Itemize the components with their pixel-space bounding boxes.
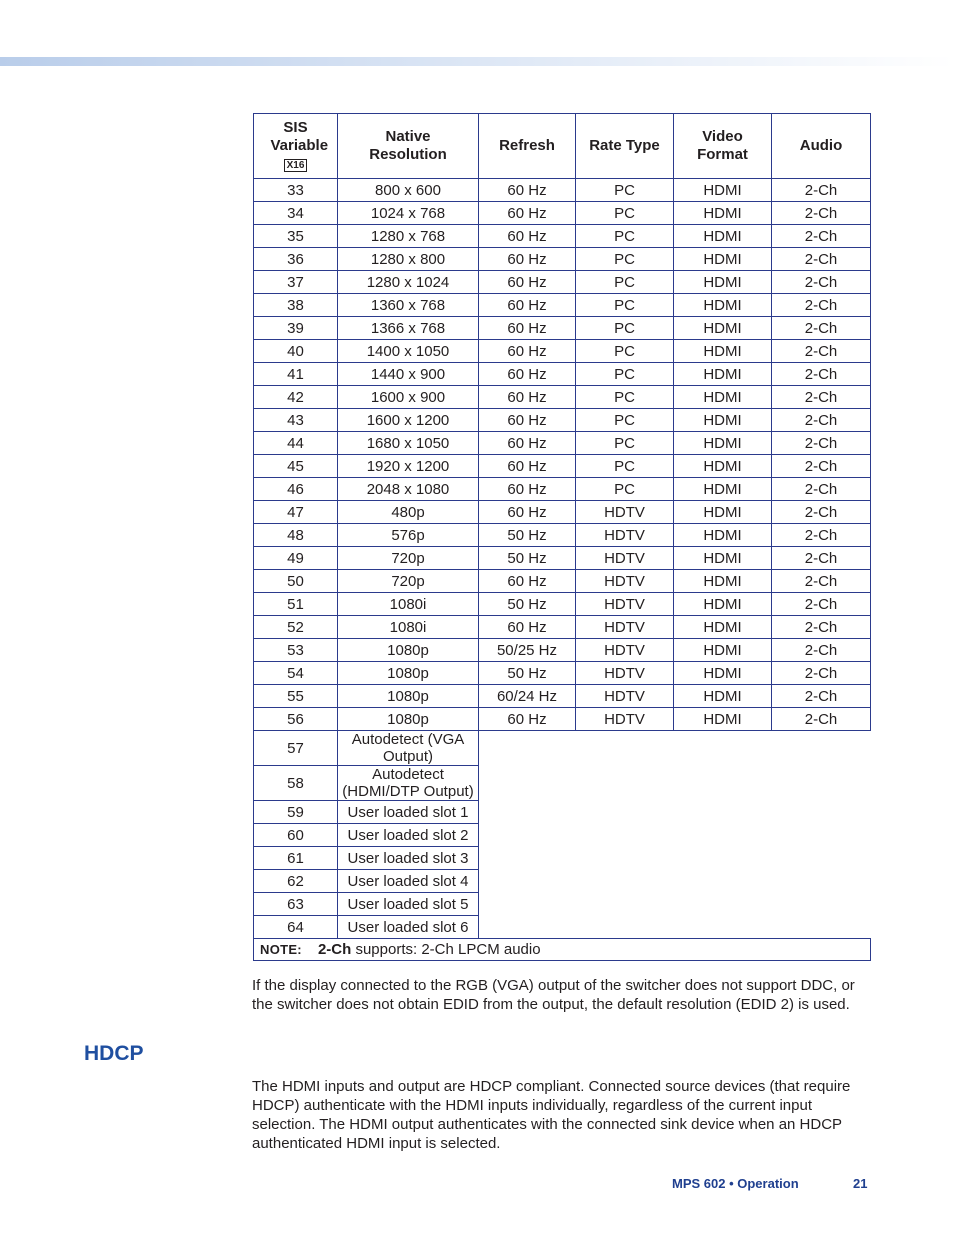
audio-cell: 2-Ch: [772, 409, 871, 432]
native-resolution-cell: 800 x 600: [338, 179, 479, 202]
rate-type-cell: PC: [576, 317, 674, 340]
sis-variable-cell: 49: [254, 547, 338, 570]
table-row: [254, 570, 871, 593]
video-format-cell: HDMI: [674, 248, 772, 271]
refresh-cell: 60 Hz: [479, 363, 576, 386]
rate-type-cell: PC: [576, 363, 674, 386]
video-format-cell: HDMI: [674, 363, 772, 386]
table-header-row: [254, 114, 871, 179]
sis-variable-cell: 61: [254, 847, 338, 870]
section-heading-hdcp: HDCP: [84, 1042, 144, 1065]
video-format-cell: HDMI: [674, 547, 772, 570]
sis-variable-cell: 48: [254, 524, 338, 547]
footer-doc-title: MPS 602 • Operation: [672, 1176, 799, 1191]
video-format-cell: HDMI: [674, 616, 772, 639]
col-header-refresh: Refresh: [479, 114, 576, 179]
col-header-label: Native Resolution: [369, 128, 447, 163]
video-format-cell: HDMI: [674, 179, 772, 202]
table-row: [254, 340, 871, 363]
note-bold-term: 2-Ch: [317, 941, 352, 958]
table-row: [254, 432, 871, 455]
native-resolution-cell: 1680 x 1050: [338, 432, 479, 455]
refresh-cell: 60 Hz: [479, 386, 576, 409]
rate-type-cell: PC: [576, 294, 674, 317]
audio-cell: 2-Ch: [772, 685, 871, 708]
refresh-cell: 60/24 Hz: [479, 685, 576, 708]
refresh-cell: 50 Hz: [479, 524, 576, 547]
native-resolution-cell: 1080p: [338, 708, 479, 731]
rate-type-cell: HDTV: [576, 616, 674, 639]
sis-variable-cell: 58: [254, 766, 338, 801]
video-format-cell: HDMI: [674, 409, 772, 432]
native-resolution-cell: 1366 x 768: [338, 317, 479, 340]
native-resolution-cell: 1600 x 900: [338, 386, 479, 409]
video-format-cell: HDMI: [674, 478, 772, 501]
audio-cell: 2-Ch: [772, 271, 871, 294]
refresh-cell: 60 Hz: [479, 271, 576, 294]
sis-variable-cell: 62: [254, 870, 338, 893]
sis-variable-cell: 64: [254, 916, 338, 939]
rate-type-cell: PC: [576, 478, 674, 501]
table-row: [254, 294, 871, 317]
native-resolution-cell: 1080i: [338, 616, 479, 639]
native-resolution-cell: 720p: [338, 570, 479, 593]
note-label: NOTE:: [260, 942, 302, 957]
audio-cell: 2-Ch: [772, 340, 871, 363]
sis-variable-cell: 44: [254, 432, 338, 455]
rate-type-cell: HDTV: [576, 593, 674, 616]
refresh-cell: 50 Hz: [479, 547, 576, 570]
table-row: [254, 455, 871, 478]
sis-variable-cell: 38: [254, 294, 338, 317]
sis-variable-cell: 51: [254, 593, 338, 616]
table-row: [254, 639, 871, 662]
table-row: [254, 363, 871, 386]
video-format-cell: HDMI: [674, 685, 772, 708]
sis-variable-cell: 43: [254, 409, 338, 432]
rate-type-cell: HDTV: [576, 570, 674, 593]
native-resolution-cell: 1080p: [338, 662, 479, 685]
native-resolution-cell: 2048 x 1080: [338, 478, 479, 501]
col-header-video-format: [674, 114, 772, 179]
video-format-cell: HDMI: [674, 271, 772, 294]
native-resolution-cell: 1080p: [338, 639, 479, 662]
x16-badge: X16: [284, 159, 308, 172]
video-format-cell: HDMI: [674, 202, 772, 225]
rate-type-cell: PC: [576, 455, 674, 478]
sis-variable-cell: 42: [254, 386, 338, 409]
audio-cell: 2-Ch: [772, 593, 871, 616]
table-row: [254, 547, 871, 570]
sis-variable-cell: 41: [254, 363, 338, 386]
sis-variable-cell: 60: [254, 824, 338, 847]
video-format-cell: HDMI: [674, 662, 772, 685]
sis-variable-cell: 47: [254, 501, 338, 524]
rate-type-cell: PC: [576, 248, 674, 271]
sis-variable-cell: 35: [254, 225, 338, 248]
video-format-cell: HDMI: [674, 294, 772, 317]
rate-type-cell: HDTV: [576, 708, 674, 731]
sis-variable-cell: 34: [254, 202, 338, 225]
native-resolution-cell: Autodetect (HDMI/DTP Output): [338, 766, 479, 801]
rate-type-cell: HDTV: [576, 662, 674, 685]
audio-cell: 2-Ch: [772, 202, 871, 225]
rate-type-cell: HDTV: [576, 639, 674, 662]
native-resolution-cell: 1080i: [338, 593, 479, 616]
rate-type-cell: PC: [576, 432, 674, 455]
audio-cell: 2-Ch: [772, 179, 871, 202]
video-format-cell: HDMI: [674, 524, 772, 547]
sis-variable-cell: 54: [254, 662, 338, 685]
sis-variable-cell: 53: [254, 639, 338, 662]
rate-type-cell: HDTV: [576, 547, 674, 570]
sis-variable-cell: 63: [254, 893, 338, 916]
rate-type-cell: HDTV: [576, 685, 674, 708]
audio-cell: 2-Ch: [772, 317, 871, 340]
note-row: [254, 939, 871, 961]
audio-cell: 2-Ch: [772, 363, 871, 386]
refresh-cell: 60 Hz: [479, 202, 576, 225]
video-format-cell: HDMI: [674, 639, 772, 662]
col-header-rate-type: Rate Type: [576, 114, 674, 179]
native-resolution-cell: 480p: [338, 501, 479, 524]
audio-cell: 2-Ch: [772, 524, 871, 547]
native-resolution-cell: 1920 x 1200: [338, 455, 479, 478]
sis-variable-cell: 52: [254, 616, 338, 639]
refresh-cell: 60 Hz: [479, 432, 576, 455]
native-resolution-cell: 1280 x 1024: [338, 271, 479, 294]
rate-type-cell: HDTV: [576, 501, 674, 524]
native-resolution-cell: 720p: [338, 547, 479, 570]
native-resolution-cell: 1440 x 900: [338, 363, 479, 386]
rate-type-cell: HDTV: [576, 524, 674, 547]
refresh-cell: 60 Hz: [479, 294, 576, 317]
table-row: [254, 386, 871, 409]
native-resolution-cell: User loaded slot 4: [338, 870, 479, 893]
table-row: [254, 662, 871, 685]
sis-variable-cell: 57: [254, 731, 338, 766]
table-row: [254, 248, 871, 271]
table-row: [254, 616, 871, 639]
rate-type-cell: PC: [576, 386, 674, 409]
refresh-cell: 60 Hz: [479, 478, 576, 501]
refresh-cell: 60 Hz: [479, 317, 576, 340]
table-row: [254, 685, 871, 708]
table-row: [254, 179, 871, 202]
rate-type-cell: PC: [576, 179, 674, 202]
native-resolution-cell: User loaded slot 2: [338, 824, 479, 847]
audio-cell: 2-Ch: [772, 501, 871, 524]
table-row: [254, 202, 871, 225]
table-row: [254, 271, 871, 294]
refresh-cell: 60 Hz: [479, 616, 576, 639]
video-format-cell: HDMI: [674, 225, 772, 248]
audio-cell: 2-Ch: [772, 386, 871, 409]
native-resolution-cell: Autodetect (VGA Output): [338, 731, 479, 766]
rate-type-cell: PC: [576, 225, 674, 248]
refresh-cell: 60 Hz: [479, 501, 576, 524]
refresh-cell: 60 Hz: [479, 708, 576, 731]
audio-cell: 2-Ch: [772, 248, 871, 271]
native-resolution-cell: 1024 x 768: [338, 202, 479, 225]
sis-variable-cell: 56: [254, 708, 338, 731]
note-cell: [254, 939, 871, 961]
table-row: [254, 478, 871, 501]
native-resolution-cell: 1600 x 1200: [338, 409, 479, 432]
refresh-cell: 60 Hz: [479, 409, 576, 432]
sis-variable-cell: 36: [254, 248, 338, 271]
native-resolution-cell: 1080p: [338, 685, 479, 708]
refresh-cell: 60 Hz: [479, 455, 576, 478]
table-row: [254, 409, 871, 432]
rate-type-cell: PC: [576, 409, 674, 432]
note-text: supports: 2-Ch LPCM audio: [351, 941, 541, 958]
video-format-cell: HDMI: [674, 708, 772, 731]
sis-variable-cell: 50: [254, 570, 338, 593]
header-accent-bar: [0, 57, 954, 66]
empty-region: [479, 731, 871, 939]
col-header-label: SIS Variable: [270, 119, 329, 154]
refresh-cell: 60 Hz: [479, 179, 576, 202]
video-format-cell: HDMI: [674, 386, 772, 409]
col-header-audio: Audio: [772, 114, 871, 179]
video-format-cell: HDMI: [674, 432, 772, 455]
sis-variable-cell: 55: [254, 685, 338, 708]
audio-cell: 2-Ch: [772, 708, 871, 731]
refresh-cell: 60 Hz: [479, 248, 576, 271]
native-resolution-cell: 1400 x 1050: [338, 340, 479, 363]
col-header-sis-variable: [254, 114, 338, 179]
table-row: [254, 225, 871, 248]
sis-variable-cell: 40: [254, 340, 338, 363]
video-format-cell: HDMI: [674, 317, 772, 340]
rate-type-cell: PC: [576, 340, 674, 363]
col-header-native-resolution: [338, 114, 479, 179]
rate-type-cell: PC: [576, 271, 674, 294]
table-row: [254, 593, 871, 616]
audio-cell: 2-Ch: [772, 225, 871, 248]
video-format-cell: HDMI: [674, 340, 772, 363]
refresh-cell: 50 Hz: [479, 662, 576, 685]
rate-type-cell: PC: [576, 202, 674, 225]
native-resolution-cell: User loaded slot 1: [338, 801, 479, 824]
table-row: [254, 501, 871, 524]
native-resolution-cell: 1280 x 800: [338, 248, 479, 271]
native-resolution-cell: 1360 x 768: [338, 294, 479, 317]
table-row: [254, 317, 871, 340]
col-header-label: Video Format: [697, 128, 748, 163]
refresh-cell: 60 Hz: [479, 225, 576, 248]
sis-variable-cell: 33: [254, 179, 338, 202]
audio-cell: 2-Ch: [772, 455, 871, 478]
hdcp-paragraph: The HDMI inputs and output are HDCP compliant. Connected source devices (that require HDCP) authenticate with the HDMI inputs individually, regardless of the current input selection. The HDMI output authenticates with the connected sink device when an HDCP authenticated HDMI input is selected.: [252, 1078, 851, 1152]
audio-cell: 2-Ch: [772, 294, 871, 317]
audio-cell: 2-Ch: [772, 570, 871, 593]
footer-page-number: 21: [853, 1176, 868, 1191]
audio-cell: 2-Ch: [772, 662, 871, 685]
native-resolution-cell: User loaded slot 3: [338, 847, 479, 870]
native-resolution-cell: 576p: [338, 524, 479, 547]
native-resolution-cell: User loaded slot 5: [338, 893, 479, 916]
refresh-cell: 60 Hz: [479, 340, 576, 363]
table-row: [254, 524, 871, 547]
sis-variable-cell: 59: [254, 801, 338, 824]
refresh-cell: 50 Hz: [479, 593, 576, 616]
video-format-cell: HDMI: [674, 570, 772, 593]
sis-variable-cell: 46: [254, 478, 338, 501]
sis-variable-cell: 37: [254, 271, 338, 294]
audio-cell: 2-Ch: [772, 616, 871, 639]
table-row: [254, 708, 871, 731]
sis-variable-cell: 39: [254, 317, 338, 340]
native-resolution-cell: User loaded slot 6: [338, 916, 479, 939]
sis-resolution-table: [253, 113, 871, 961]
table-row: [254, 731, 871, 766]
edid-default-paragraph: If the display connected to the RGB (VGA) output of the switcher does not support DDC, or the switcher does not obtain EDID from the output, the default resolution (EDID 2) is used.: [252, 977, 855, 1013]
sis-variable-cell: 45: [254, 455, 338, 478]
native-resolution-cell: 1280 x 768: [338, 225, 479, 248]
refresh-cell: 50/25 Hz: [479, 639, 576, 662]
audio-cell: 2-Ch: [772, 432, 871, 455]
video-format-cell: HDMI: [674, 593, 772, 616]
audio-cell: 2-Ch: [772, 639, 871, 662]
audio-cell: 2-Ch: [772, 478, 871, 501]
video-format-cell: HDMI: [674, 501, 772, 524]
refresh-cell: 60 Hz: [479, 570, 576, 593]
audio-cell: 2-Ch: [772, 547, 871, 570]
video-format-cell: HDMI: [674, 455, 772, 478]
